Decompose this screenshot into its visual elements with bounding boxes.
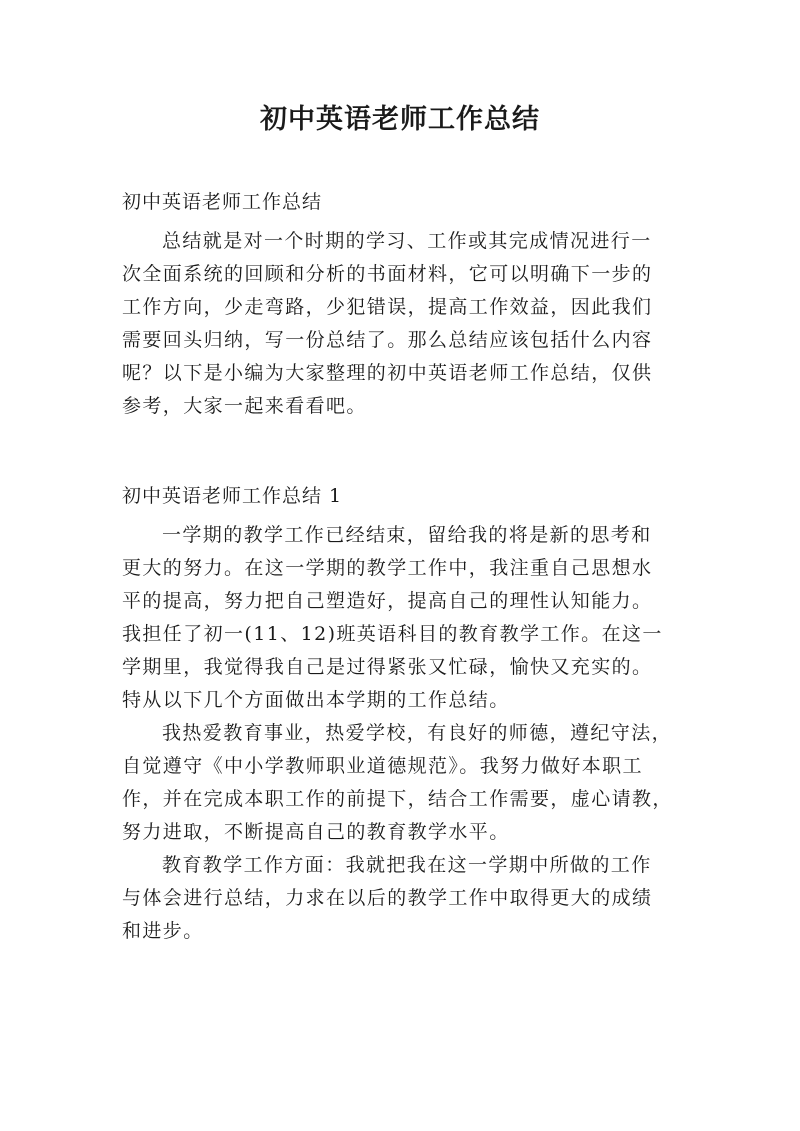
paragraph-line: 努力进取，不断提高自己的教育教学水平。 xyxy=(122,821,510,843)
paragraph-line: 学期里，我觉得我自己是过得紧张又忙碌，愉快又充实的。 xyxy=(122,656,653,678)
paragraph-line: 呢？以下是小编为大家整理的初中英语老师工作总结，仅供 xyxy=(122,362,653,384)
section-1-paragraph-1 xyxy=(122,519,690,717)
paragraph-line: 教育教学工作方面：我就把我在这一学期中所做的工作 xyxy=(162,854,652,876)
section-1-paragraph-3 xyxy=(122,849,690,948)
paragraph-line: 平的提高，努力把自己塑造好，提高自己的理性认知能力。 xyxy=(122,590,653,612)
paragraph-line: 总结就是对一个时期的学习、工作或其完成情况进行一 xyxy=(162,230,652,252)
intro-heading: 初中英语老师工作总结 xyxy=(122,191,323,213)
paragraph-line: 需要回头归纳，写一份总结了。那么总结应该包括什么内容 xyxy=(122,329,653,351)
paragraph-line: 我热爱教育事业，热爱学校，有良好的师德，遵纪守法， xyxy=(162,722,673,744)
intro-paragraph xyxy=(122,225,690,423)
paragraph-line: 一学期的教学工作已经结束，留给我的将是新的思考和 xyxy=(162,524,652,546)
paragraph-line: 我担任了初一(11、12)班英语科目的教育教学工作。在这一 xyxy=(122,623,663,645)
paragraph-line: 作，并在完成本职工作的前提下，结合工作需要，虚心请教， xyxy=(122,788,673,810)
document-title: 初中英语老师工作总结 xyxy=(260,104,540,135)
paragraph-line: 工作方向，少走弯路，少犯错误，提高工作效益，因此我们 xyxy=(122,296,653,318)
paragraph-line: 更大的努力。在这一学期的教学工作中，我注重自己思想水 xyxy=(122,557,653,579)
paragraph-line: 参考，大家一起来看看吧。 xyxy=(122,395,367,417)
paragraph-line: 和进步。 xyxy=(122,920,204,942)
paragraph-line: 次全面系统的回顾和分析的书面材料，它可以明确下一步的 xyxy=(122,263,653,285)
section-1-heading: 初中英语老师工作总结 1 xyxy=(122,485,343,507)
paragraph-line: 自觉遵守《中小学教师职业道德规范》。我努力做好本职工 xyxy=(122,755,643,777)
section-1-paragraph-2 xyxy=(122,717,690,849)
document-body xyxy=(122,186,690,948)
paragraph-line: 与体会进行总结，力求在以后的教学工作中取得更大的成绩 xyxy=(122,887,653,909)
paragraph-line: 特从以下几个方面做出本学期的工作总结。 xyxy=(122,689,510,711)
